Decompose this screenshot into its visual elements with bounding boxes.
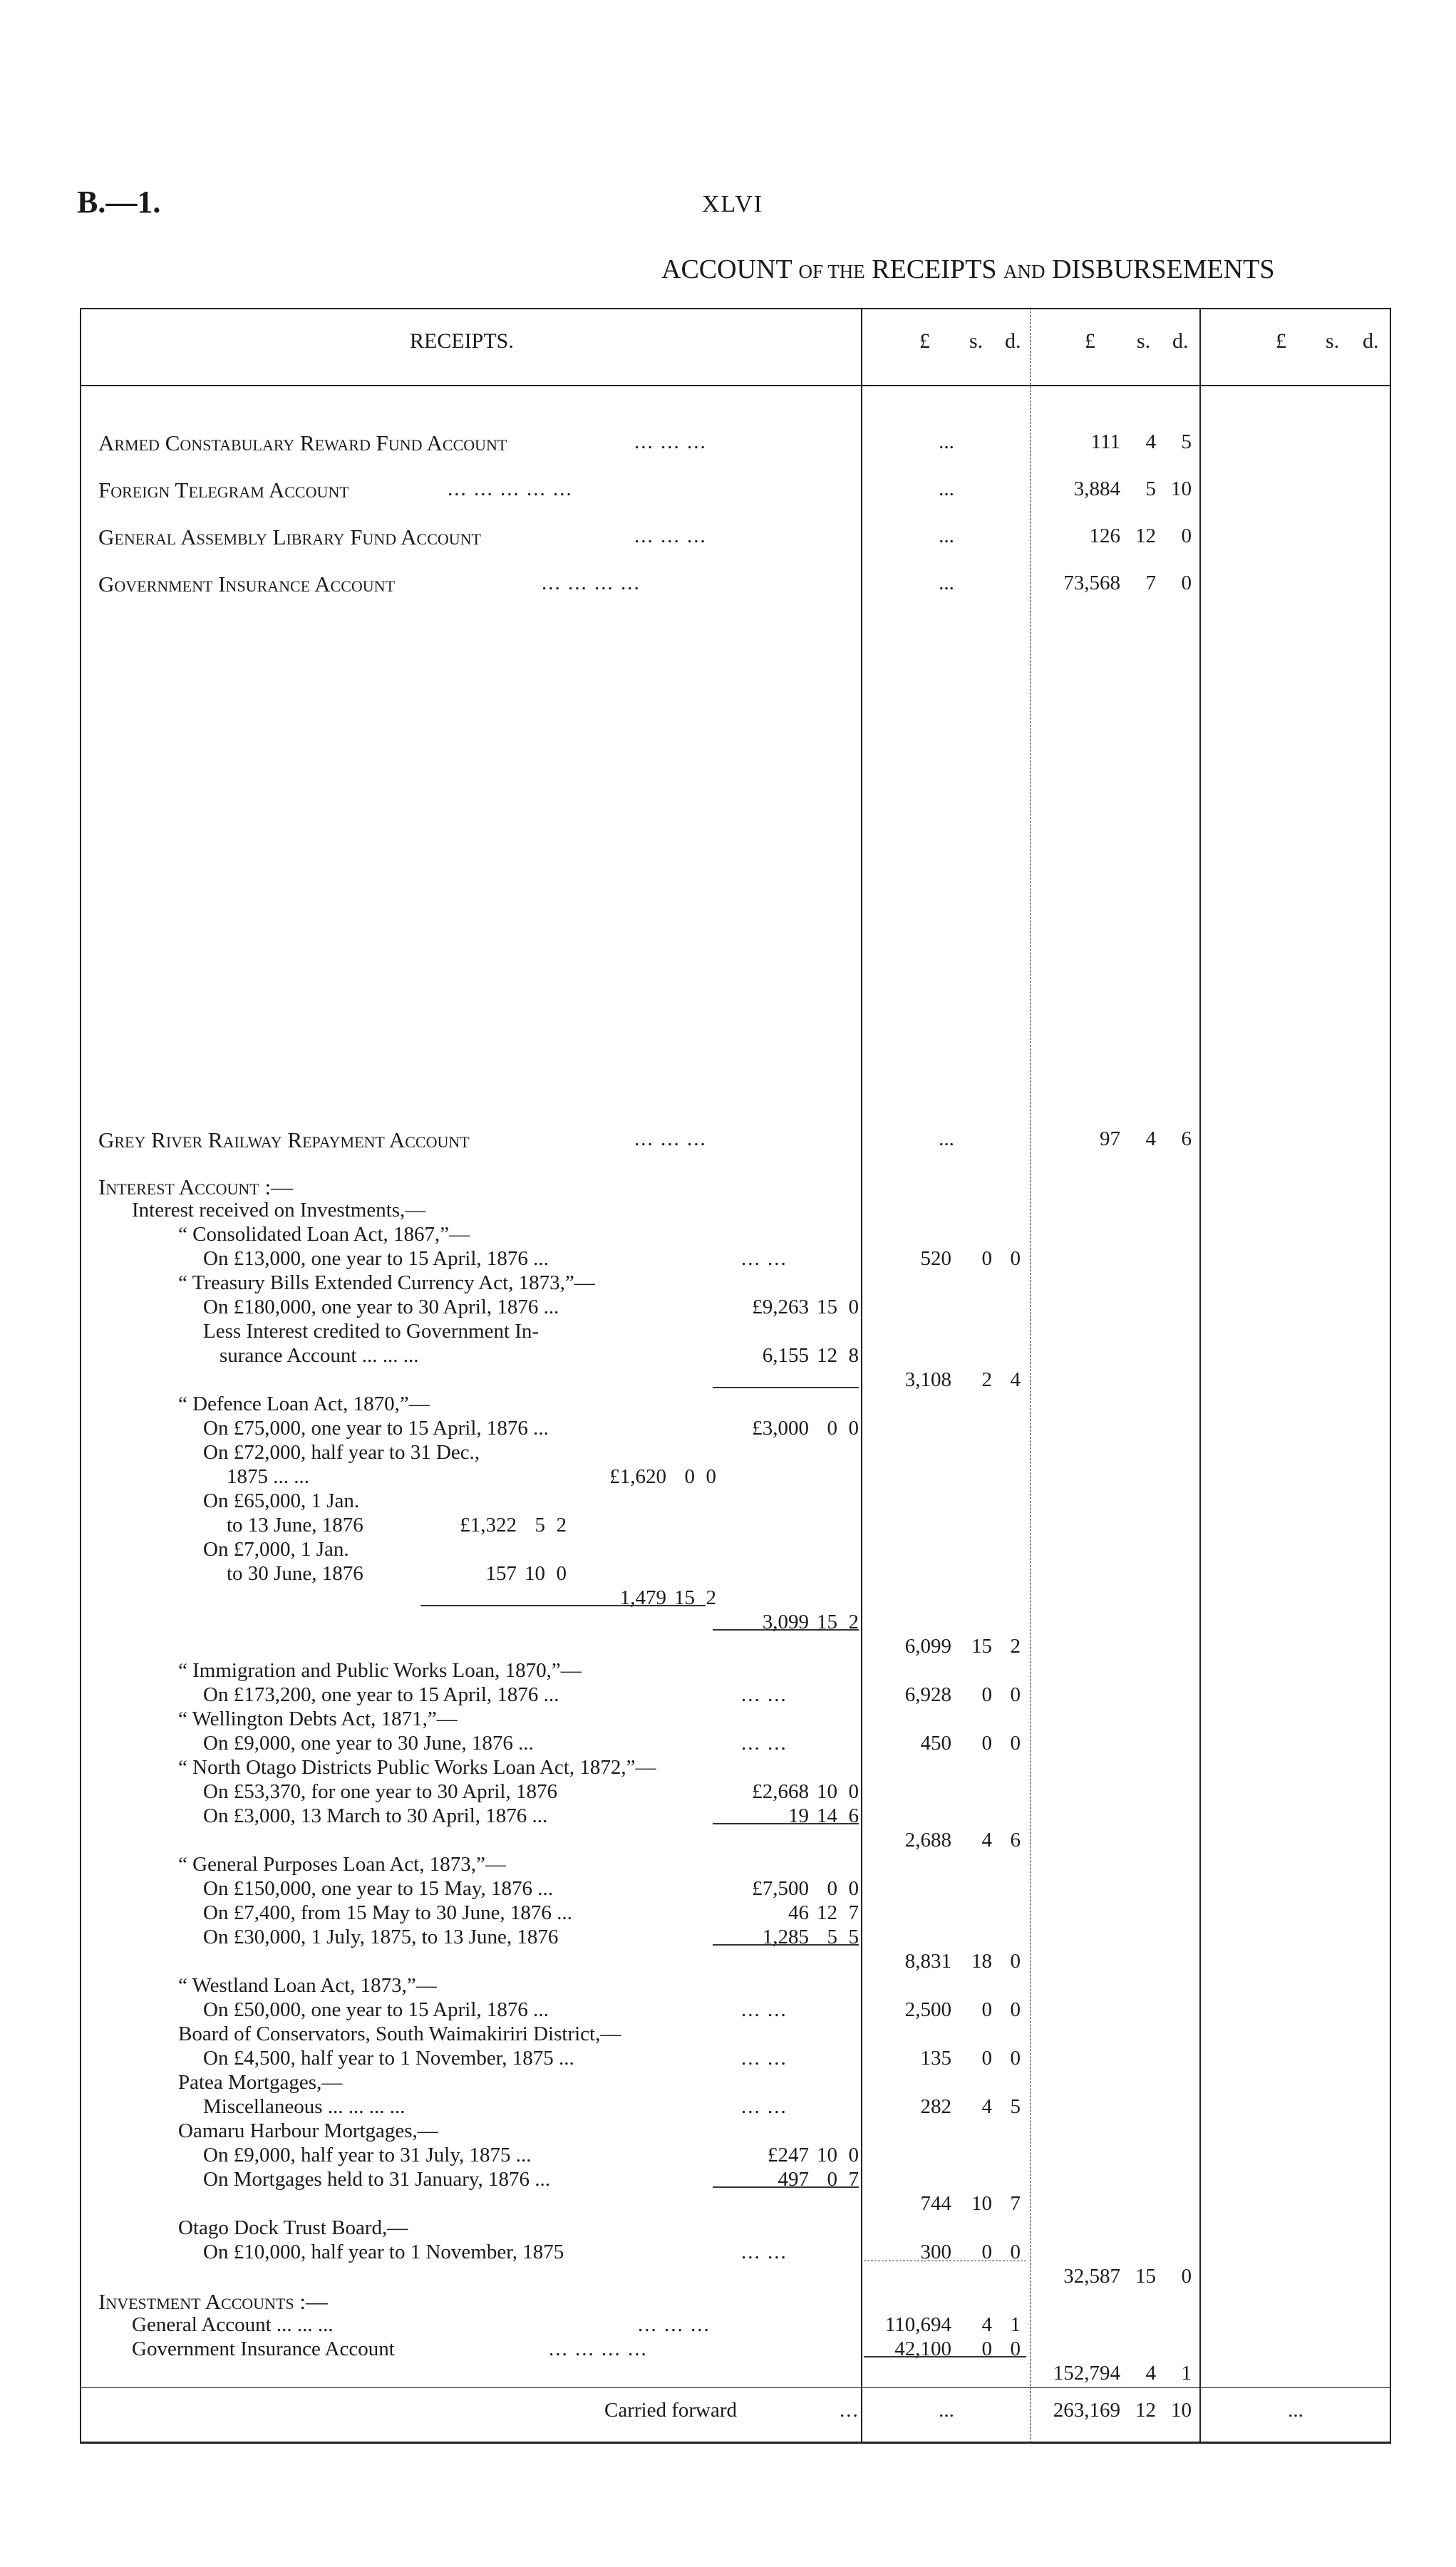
page-title: ACCOUNT OF THE RECEIPTS AND DISBURSEMENTS — [661, 254, 1275, 284]
row-label: Board of Conservators, South Waimakiriri District,— — [178, 2023, 621, 2045]
col2-amount-shillings: 5 — [1145, 477, 1156, 500]
leader-dots: ... ... — [741, 2095, 788, 2118]
subtotal-rule — [713, 2186, 859, 2188]
row-label: Armed Constabulary Reward Fund Account — [98, 430, 507, 455]
row-label: to 13 June, 1876 — [227, 1514, 363, 1536]
col1-amount-pounds: 300 — [920, 2241, 951, 2263]
sub-amount-shillings: 10 — [817, 2144, 837, 2166]
row-label: On £150,000, one year to 15 May, 1876 ... — [203, 1877, 554, 1900]
row-label: “ Treasury Bills Extended Currency Act, 1873,”— — [178, 1271, 595, 1294]
sub-amount-pounds: £1,322 — [460, 1514, 517, 1536]
col1-amount-shillings: 2 — [981, 1368, 992, 1391]
sub-amount-shillings: 15 — [674, 1586, 695, 1609]
col1-ellipsis: ... — [939, 430, 954, 453]
sub-amount-pence: 2 — [848, 1611, 859, 1633]
row-label: Otago Dock Trust Board,— — [178, 2216, 408, 2239]
col1-amount-pence: 4 — [1010, 1368, 1021, 1391]
col2-amount-shillings: 4 — [1145, 2362, 1156, 2385]
col1-amount-pounds: 744 — [920, 2192, 951, 2215]
row-label: Less Interest credited to Government In- — [203, 1320, 539, 1343]
subtotal-rule — [420, 1605, 706, 1606]
col1-amount-pounds: 520 — [920, 1247, 951, 1270]
col3-pounds-header: £ — [1276, 329, 1286, 353]
col1-amount-shillings: 0 — [981, 1732, 992, 1755]
col1-amount-shillings: 18 — [971, 1950, 992, 1973]
subtotal-rule — [713, 1944, 859, 1946]
col1-amount-pounds: 2,688 — [904, 1829, 951, 1851]
row-label: Investment Accounts :— — [98, 2289, 329, 2314]
leader-dots: ... ... — [741, 1247, 788, 1270]
sub-amount-shillings: 5 — [535, 1514, 545, 1536]
col1-amount-shillings: 4 — [981, 2313, 992, 2336]
sub-amount-pounds: 1,285 — [762, 1926, 809, 1948]
subtotal-rule — [713, 1387, 859, 1388]
col2-amount-pounds: 126 — [1089, 525, 1120, 547]
sub-amount-pounds: £247 — [768, 2144, 809, 2166]
col1-amount-pence: 0 — [1010, 1247, 1021, 1270]
col1-amount-pence: 0 — [1010, 1998, 1021, 2021]
row-label: On £9,000, half year to 31 July, 1875 ... — [203, 2144, 532, 2166]
sub-amount-pounds: 497 — [778, 2168, 809, 2191]
row-label: On £173,200, one year to 15 April, 1876 ... — [203, 1683, 559, 1706]
row-label: General Assembly Library Fund Account — [98, 525, 481, 549]
col2-amount-pence: 0 — [1181, 572, 1192, 594]
sub-amount-shillings: 5 — [827, 1926, 837, 1948]
sub-amount-pounds: 19 — [788, 1804, 809, 1827]
row-label: On £7,000, 1 Jan. — [203, 1538, 349, 1561]
col1-amount-pence: 0 — [1010, 2338, 1021, 2360]
col2-amount-shillings: 15 — [1135, 2265, 1156, 2288]
row-label: to 30 June, 1876 — [227, 1562, 363, 1585]
row-label: Interest received on Investments,— — [132, 1199, 426, 1221]
col1-amount-pence: 0 — [1010, 1683, 1021, 1706]
row-label: On £75,000, one year to 15 April, 1876 ... — [203, 1417, 549, 1440]
col1-amount-pounds: 110,694 — [884, 2313, 951, 2336]
row-label: On £53,370, for one year to 30 April, 1876 — [203, 1780, 557, 1803]
row-label: On £13,000, one year to 15 April, 1876 ... — [203, 1247, 549, 1270]
row-label: Interest Account :— — [98, 1174, 294, 1199]
row-label: “ Westland Loan Act, 1873,”— — [178, 1974, 437, 1997]
sub-amount-pence: 7 — [848, 1901, 859, 1924]
sub-amount-shillings: 15 — [817, 1611, 837, 1633]
col1-amount-pounds: 6,099 — [904, 1635, 951, 1658]
leader-dots: ... ... ... ... — [549, 2338, 648, 2360]
table-row — [0, 430, 1456, 459]
table-row — [0, 477, 1456, 506]
leader-dots: ... ... ... ... — [542, 572, 641, 594]
col2-amount-shillings: 4 — [1145, 1127, 1156, 1150]
sub-amount-pence: 2 — [706, 1586, 716, 1609]
col1-pence-header: d. — [1005, 329, 1021, 353]
sub-amount-pounds: £1,620 — [609, 1465, 666, 1488]
sub-amount-shillings: 14 — [817, 1804, 837, 1827]
col2-amount-pence: 1 — [1181, 2362, 1192, 2385]
row-label: Grey River Railway Repayment Account — [98, 1127, 470, 1152]
subtotal-rule — [713, 1629, 859, 1631]
row-label: On £180,000, one year to 30 April, 1876 ... — [203, 1296, 559, 1318]
col1-ellipsis: ... — [939, 1127, 954, 1150]
sub-amount-pounds: 157 — [485, 1562, 517, 1585]
sub-amount-pence: 0 — [848, 1296, 859, 1318]
col1-amount-pounds: 135 — [920, 2047, 951, 2070]
col1-ellipsis: ... — [939, 525, 954, 547]
col1-amount-pence: 0 — [1010, 1950, 1021, 1973]
leader-dots: ... — [840, 2399, 859, 2422]
row-label: 1875 ... ... — [227, 1465, 309, 1488]
col3-ellipsis: ... — [1288, 2399, 1303, 2422]
col1-amount-pounds: 2,500 — [904, 1998, 951, 2021]
sub-amount-pounds: 6,155 — [762, 1344, 809, 1367]
leader-dots: ... ... — [741, 2241, 788, 2263]
row-label: “ Defence Loan Act, 1870,”— — [178, 1393, 430, 1415]
row-label: On £10,000, half year to 1 November, 1875 — [203, 2241, 564, 2263]
col1-shillings-header: s. — [969, 329, 983, 353]
sub-amount-shillings: 12 — [817, 1344, 837, 1367]
col2-amount-pounds: 111 — [1090, 430, 1120, 453]
sub-amount-pence: 2 — [556, 1514, 567, 1536]
col1-amount-shillings: 0 — [981, 1247, 992, 1270]
sub-amount-pence: 0 — [706, 1465, 716, 1488]
col2-amount-pounds: 263,169 — [1053, 2399, 1120, 2422]
sub-amount-pounds: £3,000 — [752, 1417, 809, 1440]
col2-amount-shillings: 12 — [1135, 525, 1156, 547]
leader-dots: ... ... — [741, 1732, 788, 1755]
row-label: On Mortgages held to 31 January, 1876 ... — [203, 2168, 551, 2191]
col1-amount-shillings: 10 — [971, 2192, 992, 2215]
col2-amount-pounds: 97 — [1100, 1127, 1120, 1150]
sub-amount-shillings: 0 — [827, 2168, 837, 2191]
sub-amount-pence: 6 — [848, 1804, 859, 1827]
col1-amount-shillings: 15 — [971, 1635, 992, 1658]
sub-amount-shillings: 12 — [817, 1901, 837, 1924]
table-row — [0, 525, 1456, 553]
table-row — [0, 1127, 1456, 1156]
col2-amount-pence: 10 — [1171, 2399, 1192, 2422]
col2-amount-pounds: 73,568 — [1063, 572, 1120, 594]
col2-amount-pence: 6 — [1181, 1127, 1192, 1150]
col3-pence-header: d. — [1363, 329, 1379, 353]
col1-amount-pence: 2 — [1010, 1635, 1021, 1658]
row-label: On £50,000, one year to 15 April, 1876 ... — [203, 1998, 549, 2021]
col1-amount-shillings: 4 — [981, 2095, 992, 2118]
row-label: Carried forward — [604, 2399, 737, 2422]
col1-amount-shillings: 0 — [981, 1998, 992, 2021]
row-label: “ Consolidated Loan Act, 1867,”— — [178, 1223, 470, 1246]
col1-amount-pounds: 450 — [920, 1732, 951, 1755]
col1-amount-pence: 5 — [1010, 2095, 1021, 2118]
col1-amount-pence: 0 — [1010, 2047, 1021, 2070]
col2-amount-pence: 0 — [1181, 2265, 1192, 2288]
row-label: “ Immigration and Public Works Loan, 1870,”— — [178, 1659, 582, 1682]
col3-shillings-header: s. — [1326, 329, 1340, 353]
col2-amount-pence: 10 — [1171, 477, 1192, 500]
leader-dots: ... ... — [741, 1683, 788, 1706]
sub-amount-pence: 0 — [848, 1417, 859, 1440]
col1-amount-shillings: 4 — [981, 1829, 992, 1851]
leader-dots: ... ... ... ... ... — [448, 477, 573, 500]
table-top-rule — [80, 308, 1391, 309]
table-bottom-rule — [80, 2442, 1391, 2444]
col1-amount-pounds: 282 — [920, 2095, 951, 2118]
row-label: Miscellaneous ... ... ... ... — [203, 2095, 406, 2118]
row-label: “ General Purposes Loan Act, 1873,”— — [178, 1853, 506, 1876]
row-label: On £65,000, 1 Jan. — [203, 1489, 360, 1512]
col1-amount-shillings: 0 — [981, 2338, 992, 2360]
col1-pounds-header: £ — [919, 329, 930, 353]
receipts-column-header: RECEIPTS. — [410, 329, 514, 353]
page-number: XLVI — [702, 191, 764, 217]
col2-amount-shillings: 12 — [1135, 2399, 1156, 2422]
leader-dots: ... ... ... — [634, 1127, 707, 1150]
sub-amount-shillings: 0 — [827, 1877, 837, 1900]
col1-ellipsis: ... — [939, 2399, 954, 2422]
col2-amount-pence: 0 — [1181, 525, 1192, 547]
row-label: On £4,500, half year to 1 November, 1875 ... — [203, 2047, 574, 2070]
subtotal-rule — [713, 1823, 859, 1824]
col2-amount-pence: 5 — [1181, 430, 1192, 453]
row-label: On £3,000, 13 March to 30 April, 1876 ... — [203, 1804, 548, 1827]
sub-amount-pence: 8 — [848, 1344, 859, 1367]
col2-amount-pounds: 32,587 — [1063, 2265, 1120, 2288]
col1-amount-pounds: 6,928 — [904, 1683, 951, 1706]
sub-amount-shillings: 0 — [684, 1465, 695, 1488]
col1-ellipsis: ... — [939, 477, 954, 500]
sub-amount-pounds: £2,668 — [752, 1780, 809, 1803]
row-label: Foreign Telegram Account — [98, 477, 349, 502]
row-label: Oamaru Harbour Mortgages,— — [178, 2119, 438, 2142]
row-label: Government Insurance Account — [132, 2338, 395, 2360]
subtotal-rule — [864, 2356, 1026, 2357]
sub-amount-shillings: 10 — [817, 1780, 837, 1803]
sub-amount-pounds: 46 — [788, 1901, 809, 1924]
sub-amount-shillings: 0 — [827, 1417, 837, 1440]
col1-amount-pence: 0 — [1010, 2241, 1021, 2263]
row-label: General Account ... ... ... — [132, 2313, 334, 2336]
sub-amount-pounds: 1,479 — [619, 1586, 666, 1609]
sub-amount-pounds: £9,263 — [752, 1296, 809, 1318]
col2-pence-header: d. — [1172, 329, 1189, 353]
leader-dots: ... ... ... — [634, 430, 707, 453]
row-label: “ North Otago Districts Public Works Loan Act, 1872,”— — [178, 1756, 656, 1779]
col1-amount-pence: 7 — [1010, 2192, 1021, 2215]
col1-amount-pounds: 3,108 — [904, 1368, 951, 1391]
row-label: “ Wellington Debts Act, 1871,”— — [178, 1708, 458, 1730]
col2-pounds-header: £ — [1085, 329, 1095, 353]
row-label: Government Insurance Account — [98, 572, 396, 596]
table-row — [0, 2362, 1456, 2390]
col1-amount-shillings: 0 — [981, 2047, 992, 2070]
row-label: On £7,400, from 15 May to 30 June, 1876 ... — [203, 1901, 572, 1924]
sub-amount-pounds: 3,099 — [762, 1611, 809, 1633]
leader-dots: ... ... — [741, 2047, 788, 2070]
table-row — [0, 572, 1456, 600]
col2-amount-pounds: 152,794 — [1053, 2362, 1120, 2385]
row-label: On £30,000, 1 July, 1875, to 13 June, 1876 — [203, 1926, 559, 1948]
row-label: On £9,000, one year to 30 June, 1876 ... — [203, 1732, 534, 1755]
col1-amount-pounds: 42,100 — [894, 2338, 951, 2360]
sub-amount-pounds: £7,500 — [752, 1877, 809, 1900]
header-rule — [80, 385, 1391, 386]
col1-ellipsis: ... — [939, 572, 954, 594]
col1-amount-shillings: 0 — [981, 1683, 992, 1706]
table-row — [0, 2399, 1456, 2427]
leader-dots: ... ... ... — [638, 2313, 711, 2336]
col2-shillings-header: s. — [1137, 329, 1151, 353]
sub-amount-shillings: 15 — [817, 1296, 837, 1318]
col2-amount-pounds: 3,884 — [1073, 477, 1120, 500]
sub-amount-pence: 5 — [848, 1926, 859, 1948]
sub-amount-pence: 0 — [848, 1780, 859, 1803]
row-label: On £72,000, half year to 31 Dec., — [203, 1441, 480, 1464]
document-reference: B.—1. — [77, 185, 161, 219]
sub-amount-pence: 0 — [556, 1562, 567, 1585]
col1-amount-pence: 1 — [1010, 2313, 1021, 2336]
col1-amount-pence: 6 — [1010, 1829, 1021, 1851]
col1-amount-pence: 0 — [1010, 1732, 1021, 1755]
row-label: surance Account ... ... ... — [220, 1344, 419, 1367]
sub-amount-pence: 0 — [848, 1877, 859, 1900]
col2-amount-shillings: 4 — [1145, 430, 1156, 453]
col2-amount-shillings: 7 — [1145, 572, 1156, 594]
col1-amount-pounds: 8,831 — [904, 1950, 951, 1973]
leader-dots: ... ... ... — [634, 525, 707, 547]
sub-amount-shillings: 10 — [525, 1562, 545, 1585]
col1-amount-shillings: 0 — [981, 2241, 992, 2263]
leader-dots: ... ... — [741, 1998, 788, 2021]
sub-amount-pence: 0 — [848, 2144, 859, 2166]
sub-amount-pence: 7 — [848, 2168, 859, 2191]
row-label: Patea Mortgages,— — [178, 2071, 343, 2094]
